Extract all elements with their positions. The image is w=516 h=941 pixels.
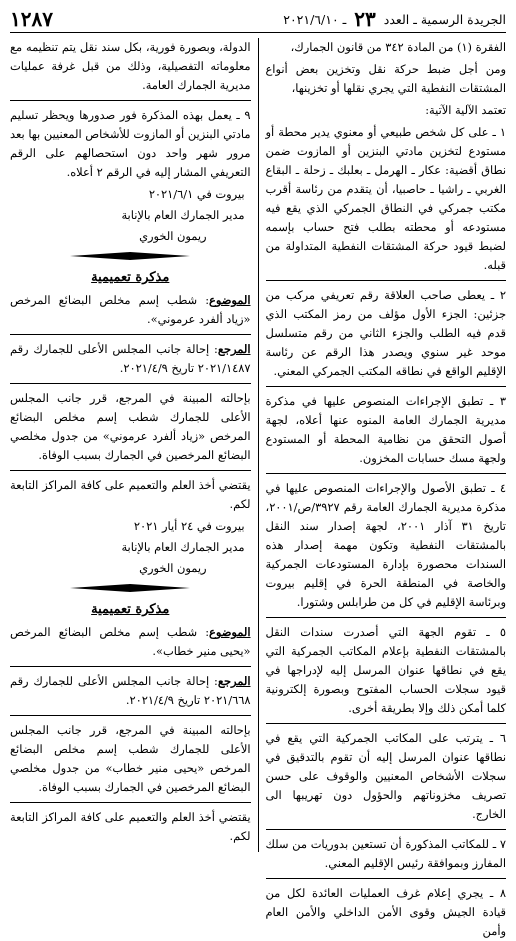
reference-text: : إحالة جانب المجلس الأعلى للجمارك رقم ٢٠٢١/٦٦٨ تاريخ ٢٠٢١/٤/٩.	[10, 674, 251, 707]
memo-1-reference	[10, 340, 251, 378]
reference-text: : إحالة جانب المجلس الأعلى للجمارك رقم ٢٠٢١/١٤٨٧ تاريخ ٢٠٢١/٤/٩.	[10, 342, 251, 375]
signature-place-date: بيروت في ٢٠٢١/٦/١	[148, 187, 245, 201]
paragraph: تعتمد الآلية الآتية:	[425, 103, 506, 117]
memo-2-title: مذكرة تعميمية	[91, 602, 170, 617]
memo-1-title: مذكرة تعميمية	[91, 270, 170, 285]
paragraph-continued: الدولة، وبصورة فورية، بكل سند نقل يتم تنظيمه مع معلوماته التفصيلية، وذلك من قبل غرفة عمليات مديرية الجمارك العامة.	[10, 40, 251, 92]
ornament-divider-icon	[70, 252, 190, 260]
memo-1-sign-name: ريمون الخوري	[139, 561, 207, 575]
clause-7: ٧ ـ للمكاتب المذكورة أن تستعين بدوريات من سلك المفارز وبموافقة رئيس الإقليم المعني.	[265, 837, 506, 870]
paragraph: ومن أجل ضبط حركة نقل وتخزين بعض أنواع المشتقات النفطية التي يجري نقلها أو تخزينها،	[265, 62, 506, 95]
subject-text: : شطب إسم مخلص البضائع المرخص «زياد ألفرد عرموني».	[10, 293, 251, 326]
memo-1-sign-title: مدير الجمارك العام بالإنابة	[121, 540, 245, 554]
separator	[10, 802, 251, 803]
separator	[266, 386, 507, 387]
right-column	[258, 38, 507, 938]
separator	[266, 280, 507, 281]
page-header	[10, 6, 506, 33]
reference-label: المرجع	[217, 342, 251, 356]
clause-5: ٥ ـ تقوم الجهة التي أصدرت سندات النقل بالمشتقات النفطية بإعلام المكاتب الجمركية التي يقع في نطاقها عنوان المرسل إليه لإدراجها في قيود سجلات الحساب المفتوح وبصورة إلكترونية كلما أمكن ذلك وإلا بطريقة أخرى.	[265, 625, 506, 715]
memo-1-closing: يقتضي أخذ العلم والتعميم على كافة المراكز التابعة لكم.	[10, 478, 251, 511]
issue-date: ـ ٢٠٢١/٦/١٠	[283, 11, 347, 27]
memo-2-body: بإحالته المبينة في المرجع، قرر جانب المجلس الأعلى للجمارك شطب إسم مخلص البضائع المرخص «يحيى منير خطاب» من جدول مخلصي البضائع المرخصين في الجمارك بسبب الوفاة.	[10, 723, 251, 794]
ornament-divider	[10, 584, 251, 592]
left-column	[10, 38, 258, 852]
issue-number: ٢٣	[354, 7, 376, 31]
subject-text: : شطب إسم مخلص البضائع المرخص «يحيى منير خطاب».	[10, 625, 251, 658]
clause-3: ٣ ـ تطبق الإجراءات المنصوص عليها في مذكرة مديرية الجمارك العامة المنوه عنها أعلاه، لجهة أصول التحقق من نظامية المحطة أو المستودع ولجهة مسك حسابات المخزون.	[265, 394, 506, 465]
ornament-divider-icon	[70, 584, 190, 592]
memo-1-place-date: بيروت في ٢٤ أيار ٢٠٢١	[133, 519, 245, 533]
page-number: ١٢٨٧	[10, 7, 53, 31]
separator	[10, 470, 251, 471]
separator	[266, 617, 507, 618]
separator	[266, 878, 507, 879]
separator	[10, 715, 251, 716]
memo-1-subject	[10, 291, 251, 329]
subject-label: الموضوع	[209, 293, 251, 307]
signature-name: ريمون الخوري	[139, 229, 207, 243]
clause-9: ٩ ـ يعمل بهذه المذكرة فور صدورها ويحظر تسليم مادتي البنزين أو المازوت للأشخاص المعنيين بها بعد مرور شهر واحد دون استحصالهم على الرقم التعريفي المشار إليه في الرقم ٢ أعلاه.	[10, 108, 251, 179]
separator	[10, 334, 251, 335]
reference-label: المرجع	[217, 674, 251, 688]
clause-2: ٢ ـ يعطى صاحب العلاقة رقم تعريفي مركب من جزئين: الجزء الأول مؤلف من رمز المكتب الذي قدم فيه الطلب والجزء الثاني من رقم متسلسل موحد غير سنوي ويصدر هذا الرقم عن رئاسة الإقليم الواقع في نطاقه المكتب الجمركي المعني.	[265, 288, 506, 378]
separator	[10, 383, 251, 384]
clause-8: ٨ ـ يجري إعلام غرف العمليات العائدة لكل من قيادة الجيش وقوى الأمن الداخلي والأمن العام وأمن	[265, 886, 506, 938]
clause-6: ٦ ـ يترتب على المكاتب الجمركية التي يقع في نطاقها عنوان المرسل إليه أن تقوم بالتدقيق في سجلات الأشخاص المعنيين والوقوف على حسن تصريف مخزوناتهم والحؤول دون تهريبها الى الخارج.	[265, 731, 506, 821]
memo-2-reference	[10, 672, 251, 710]
clause-4: ٤ ـ تطبق الأصول والإجراءات المنصوص عليها في مذكرة مديرية الجمارك العامة رقم ٣٩٢٧/ص/٢٠٠١، تاريخ ٣١ آذار ٢٠٠١، لجهة إصدار سند النقل بالمشتقات النفطية وتكون مهمة إصدار هذه السندات محصورة بإدارة المستودعات الجمركية والخاصة في المنطقة الحرة في إقليم بيروت وبرئاسة الإقليم في كل من طرابلس وشتورا.	[265, 481, 506, 609]
separator	[10, 100, 251, 101]
clause-1: ١ ـ على كل شخص طبيعي أو معنوي يدير محطة أو مستودع لتخزين مادتي البنزين أو المازوت ضمن نطاق أقضية: عكار ـ الهرمل ـ بعلبك ـ زحلة ـ البقاع الغربي ـ راشيا ـ حاصبيا، أن يتقدم من رئاسة أقرب مكتب جمركي في النطاق الجمركي الذي يقع فيه مستودعه أو محطته بطلب فتح حساب بإسمه لضبط قيود حركة المشتقات النفطية المتداولة من قبله.	[265, 125, 506, 272]
paragraph: الفقرة (١) من المادة ٣٤٢ من قانون الجمارك،	[290, 40, 506, 54]
separator	[266, 473, 507, 474]
journal-name: الجريدة الرسمية ـ العدد	[383, 11, 506, 27]
separator	[266, 723, 507, 724]
memo-2-subject	[10, 623, 251, 661]
subject-label: الموضوع	[209, 625, 251, 639]
signature-title: مدير الجمارك العام بالإنابة	[121, 208, 245, 222]
header-journal-info	[283, 7, 506, 31]
two-column-body	[10, 38, 506, 938]
separator	[266, 829, 507, 830]
memo-2-closing: يقتضي أخذ العلم والتعميم على كافة المراكز التابعة لكم.	[10, 810, 251, 843]
separator	[10, 666, 251, 667]
ornament-divider	[10, 252, 251, 260]
memo-1-body: بإحالته المبينة في المرجع، قرر جانب المجلس الأعلى للجمارك شطب إسم مخلص البضائع المرخص «زياد ألفرد عرموني» من جدول مخلصي البضائع المرخصين في الجمارك بسبب الوفاة.	[10, 391, 251, 462]
